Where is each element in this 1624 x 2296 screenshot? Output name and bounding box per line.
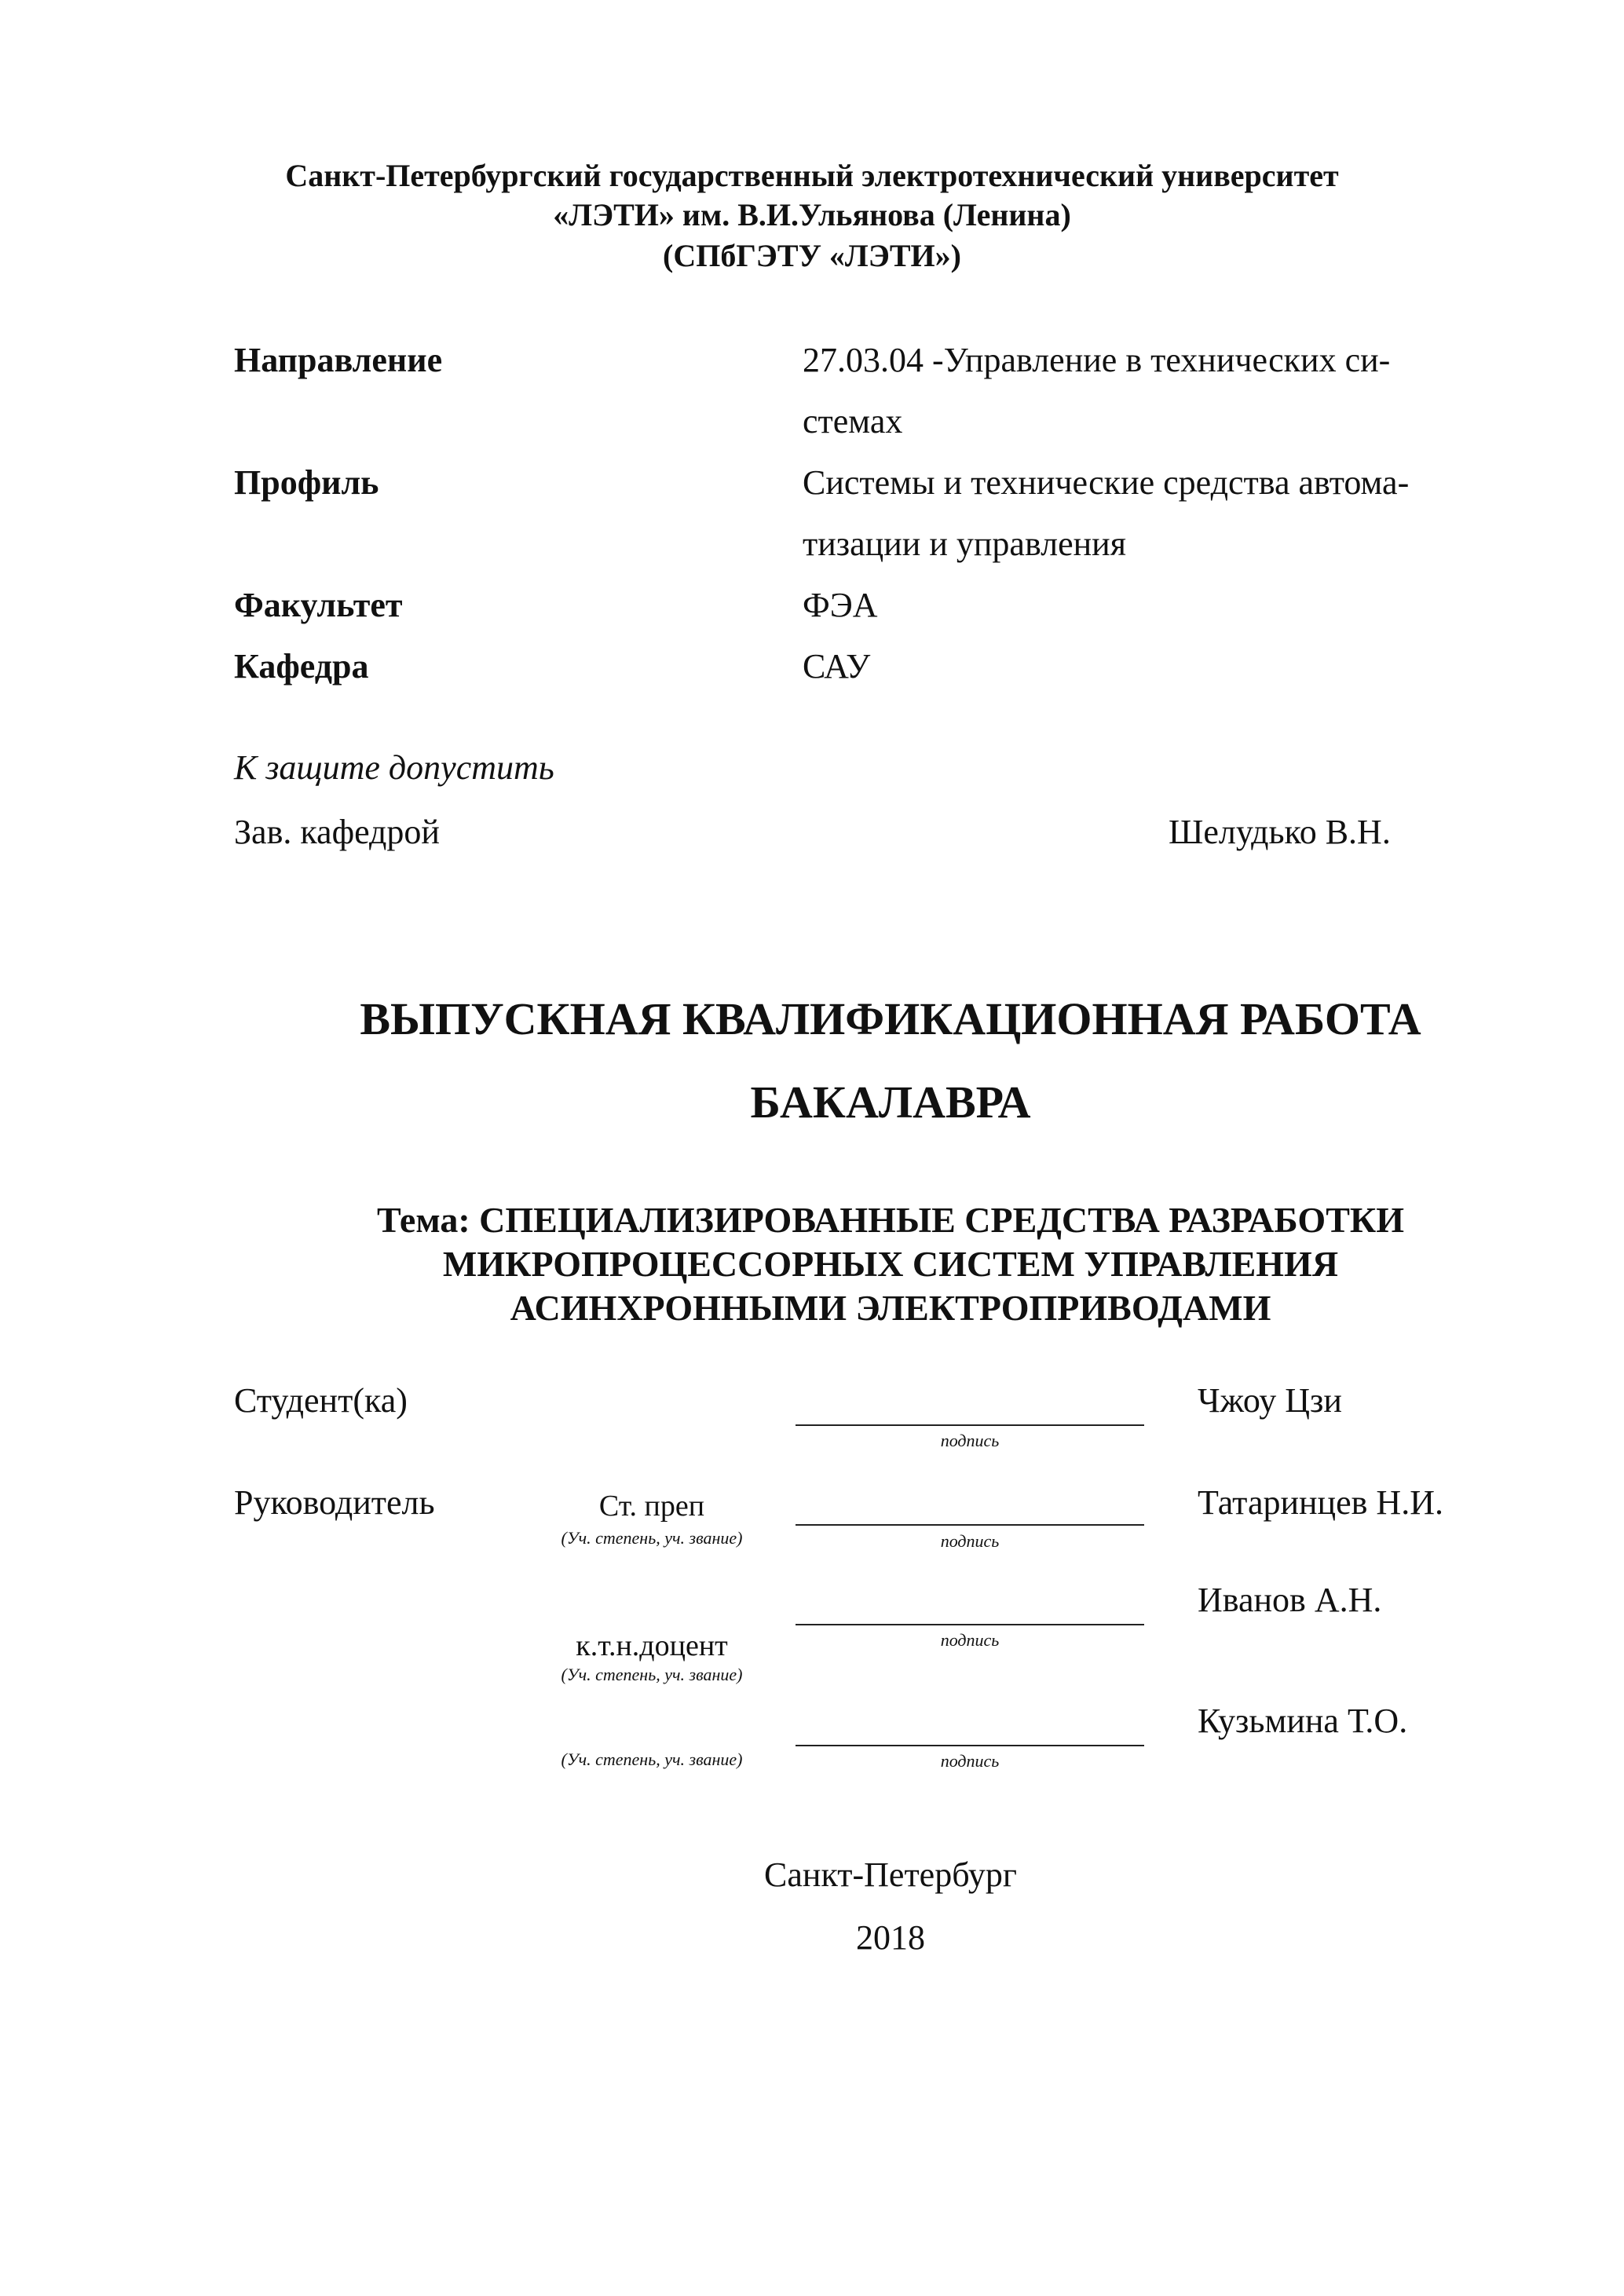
department-head-name: Шелудько В.Н. xyxy=(1169,813,1391,851)
supervisor-degree: Ст. преп xyxy=(598,1490,705,1523)
footer-city: Санкт-Петербург xyxy=(764,1855,1017,1894)
profile-label: Профиль xyxy=(234,463,379,502)
university-name: Санкт-Петербургский государственный электротехнический университет xyxy=(285,158,1339,193)
faculty-value: ФЭА xyxy=(803,586,878,624)
work-title: ВЫПУСКНАЯ КВАЛИФИКАЦИОННАЯ РАБОТА xyxy=(360,993,1421,1044)
consultant-2-signature-line xyxy=(796,1745,1144,1746)
degree-hint: (Уч. степень, уч. звание) xyxy=(561,1528,743,1548)
direction-value-cont: стемах xyxy=(803,402,903,441)
profile-value: Системы и технические средства автома- xyxy=(803,463,1410,502)
direction-label: Направление xyxy=(234,341,443,379)
consultant-1-signature-line xyxy=(796,1624,1144,1625)
consultant-1-degree: к.т.н.доцент xyxy=(576,1629,728,1662)
university-short-name: «ЛЭТИ» им. В.И.Ульянова (Ленина) xyxy=(553,197,1071,232)
department-label: Кафедра xyxy=(234,647,369,686)
direction-value: 27.03.04 -Управление в технических си- xyxy=(803,341,1391,379)
student-label: Студент(ка) xyxy=(234,1381,408,1420)
student-signature-line xyxy=(796,1424,1144,1426)
admission-title: К защите допустить xyxy=(234,748,554,787)
degree-hint: (Уч. степень, уч. звание) xyxy=(561,1665,743,1684)
topic-line-2: МИКРОПРОЦЕССОРНЫХ СИСТЕМ УПРАВЛЕНИЯ xyxy=(442,1244,1339,1284)
topic-line-3: АСИНХРОННЫМИ ЭЛЕКТРОПРИВОДАМИ xyxy=(510,1288,1271,1328)
signature-hint: подпись xyxy=(940,1630,1000,1650)
university-abbreviation: (СПбГЭТУ «ЛЭТИ») xyxy=(663,238,961,273)
supervisor-name: Татаринцев Н.И. xyxy=(1198,1483,1443,1522)
signature-hint: подпись xyxy=(940,1431,1000,1450)
department-head-label: Зав. кафедрой xyxy=(234,813,440,851)
consultant-1-name: Иванов А.Н. xyxy=(1198,1581,1382,1619)
consultant-2-name: Кузьмина Т.О. xyxy=(1198,1702,1408,1740)
work-title-degree: БАКАЛАВРА xyxy=(750,1077,1031,1128)
supervisor-label: Руководитель xyxy=(234,1483,435,1522)
degree-hint: (Уч. степень, уч. звание) xyxy=(561,1749,743,1769)
faculty-label: Факультет xyxy=(234,586,403,624)
footer-year: 2018 xyxy=(856,1918,925,1957)
supervisor-signature-line xyxy=(796,1524,1144,1526)
signature-hint: подпись xyxy=(940,1531,1000,1551)
department-value: САУ xyxy=(803,647,871,686)
profile-value-cont: тизации и управления xyxy=(803,525,1126,563)
topic-line-1: Тема: СПЕЦИАЛИЗИРОВАННЫЕ СРЕДСТВА РАЗРАБОТКИ xyxy=(376,1200,1405,1240)
signature-hint: подпись xyxy=(940,1751,1000,1771)
student-name: Чжоу Цзи xyxy=(1198,1381,1342,1420)
